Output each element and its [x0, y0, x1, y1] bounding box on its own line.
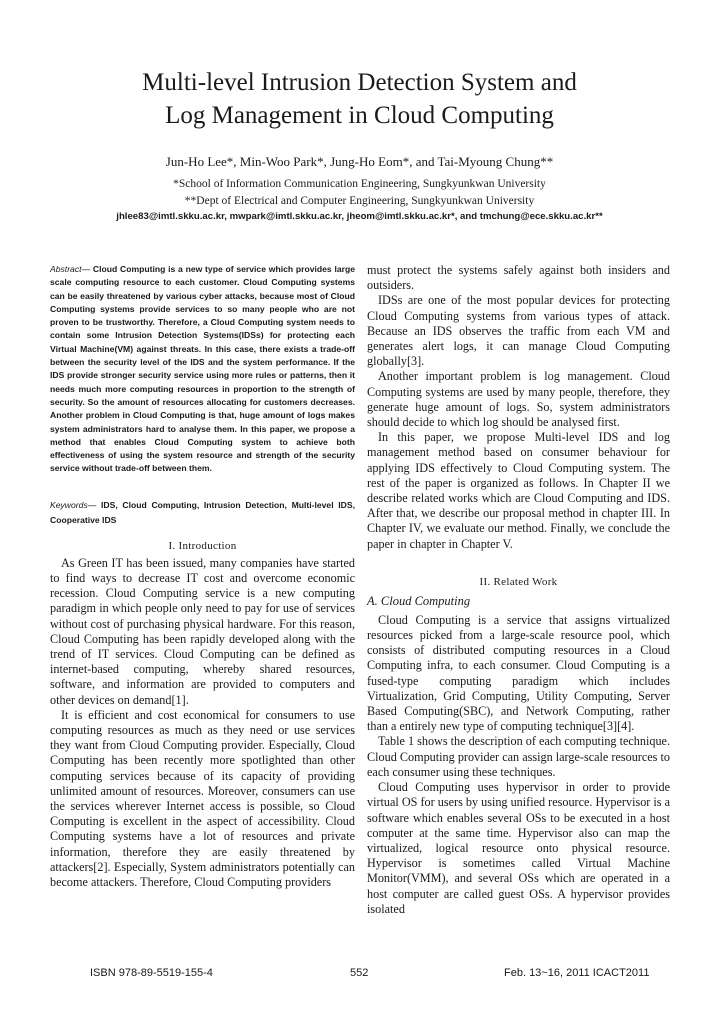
right-paragraph-3: In this paper, we propose Multi-level IDS and log management method based on consumer behaviour for applying IDS effectively to Cloud Computing system. The rest of the paper is organized as follows. In Chapter II we describe related works which are Cloud Computing and IDS. After that, we describe our proposal method in chapter III. In Chapter IV, we evaluate our method. Finally, we conclude the paper in chapter in Chapter V.	[367, 430, 670, 551]
abstract-text: Cloud Computing is a new type of service which provides large scale computing resource to each customer. Cloud Computing systems can be easily threatened by various cyber attacks, because most of Cloud Computing systems provide services to so many people who are not proven to be trustworthy. Therefore, a Cloud Computing system needs to contain some Intrusion Detection Systems(IDSs) for protecting each Virtual Machine(VM) against threats. In this case, there exists a trade-off between the security level of the IDS and the system performance. If the IDS provide stronger security service using more rules or patterns, then it needs much more computing resources in proportion to the strength of security. So the amount of resources allocating for customers decreases. Another problem in Cloud Computing is that, huge amount of logs makes system administrators hard to analyse them. In this paper, we propose a method that enables Cloud Computing system to achieve both effectiveness of using the system resource and strength of the security service without trade-off between them.	[50, 264, 355, 474]
paper-title	[40, 66, 679, 132]
section-heading-related-work: II. Related Work	[479, 575, 558, 588]
cloud-paragraph-2: Table 1 shows the description of each computing technique. Cloud Computing provider can assign large-scale resources to each consumer using these techniques.	[367, 734, 670, 779]
right-paragraph-1: IDSs are one of the most popular devices for protecting Cloud Computing systems from various types of attack. Because an IDS observes the traffic from each VM and generates alert logs, it can manage Cloud Computing globally[3].	[367, 293, 670, 369]
keywords	[50, 498, 355, 528]
title-line-1: Multi-level Intrusion Detection System and	[142, 69, 577, 96]
authors: Jun-Ho Lee*, Min-Woo Park*, Jung-Ho Eom*, and Tai-Myoung Chung**	[165, 154, 554, 169]
intro-paragraph-2: It is efficient and cost economical for consumers to use computing resources as much as they need or use services they want from Cloud Computing provider. Especially, Cloud Computing has been recently more spotlighted than other computing services because of its capacity of providing unlimited amount of resources. Moreover, consumers can use the services wherever Internet access is possible, so Cloud Computing is excellent in the aspect of accessibility. Cloud Computing systems have a lot of resources and private information, therefore they are easily threatened by attackers[2]. Especially, System administrators potentially can become attackers. Therefore, Cloud Computing providers	[50, 707, 355, 890]
keywords-label: Keywords—	[50, 499, 97, 510]
section-heading-introduction: I. Introduction	[168, 539, 237, 552]
abstract-label: Abstract—	[50, 264, 91, 274]
title-line-2: Log Management in Cloud Computing	[165, 102, 554, 129]
author-emails: jhlee83@imtl.skku.ac.kr, mwpark@imtl.skku.ac.kr, jheom@imtl.skku.ac.kr*, and tmchung@ece.skku.ac.kr**	[116, 211, 603, 222]
abstract	[50, 263, 355, 476]
cloud-paragraph-3: Cloud Computing uses hypervisor in order to provide virtual OS for users by using unified resource. Hypervisor is a software which enables several OSs to be executed in a host computer at the same time. Hypervisor also can map the virtualized, logical resource onto physical resource. Hypervisor is sometimes called Virtual Machine Monitor(VMM), and several OSs which are operated in a host computer are called guest OSs. A hypervisor provides isolated	[367, 780, 670, 916]
right-column	[367, 263, 670, 917]
left-column	[50, 263, 355, 890]
footer-conference: Feb. 13~16, 2011 ICACT2011	[504, 967, 650, 979]
affiliation-2: **Dept of Electrical and Computer Engineering, Sungkyunkwan University	[184, 195, 535, 207]
footer-isbn: ISBN 978-89-5519-155-4	[90, 967, 213, 979]
subsection-heading-cloud-computing: A. Cloud Computing	[367, 593, 471, 608]
affiliation-1: *School of Information Communication Engineering, Sungkyunkwan University	[173, 178, 546, 190]
right-paragraph-2: Another important problem is log management. Cloud Computing systems are used by many people, therefore, they generate huge amount of logs. So, system administrators should decide to which log should be analysed first.	[367, 369, 670, 430]
right-paragraph-0: must protect the systems safely against both insiders and outsiders.	[367, 263, 670, 293]
cloud-paragraph-1: Cloud Computing is a service that assigns virtualized resources picked from a large-scale resource pool, which consists of distributed computing resources in a Cloud Computing infra, to each consumer. Cloud Computing is a fused-type computing paradigm which includes Virtualization, Grid Computing, Utility Computing, Server Based Computing(SBC), and Network Computing, rather than a entirely new type of computing technique[3][4].	[367, 612, 670, 734]
footer-page-number: 552	[350, 967, 369, 979]
keywords-text: IDS, Cloud Computing, Intrusion Detection, Multi-level IDS, Cooperative IDS	[50, 499, 355, 525]
intro-paragraph-1: As Green IT has been issued, many companies have started to find ways to decrease IT cost and overcome economic recession. Cloud Computing service is a new computing paradigm in which people only need to pay for use of services without cost of purchasing physical hardware. For this reason, Cloud Computing has been rapidly developed along with the trend of IT services. Cloud Computing can be defined as internet-based computing, whereby shared resources, software, and information are provided to computers and other devices on demand[1].	[50, 555, 355, 707]
